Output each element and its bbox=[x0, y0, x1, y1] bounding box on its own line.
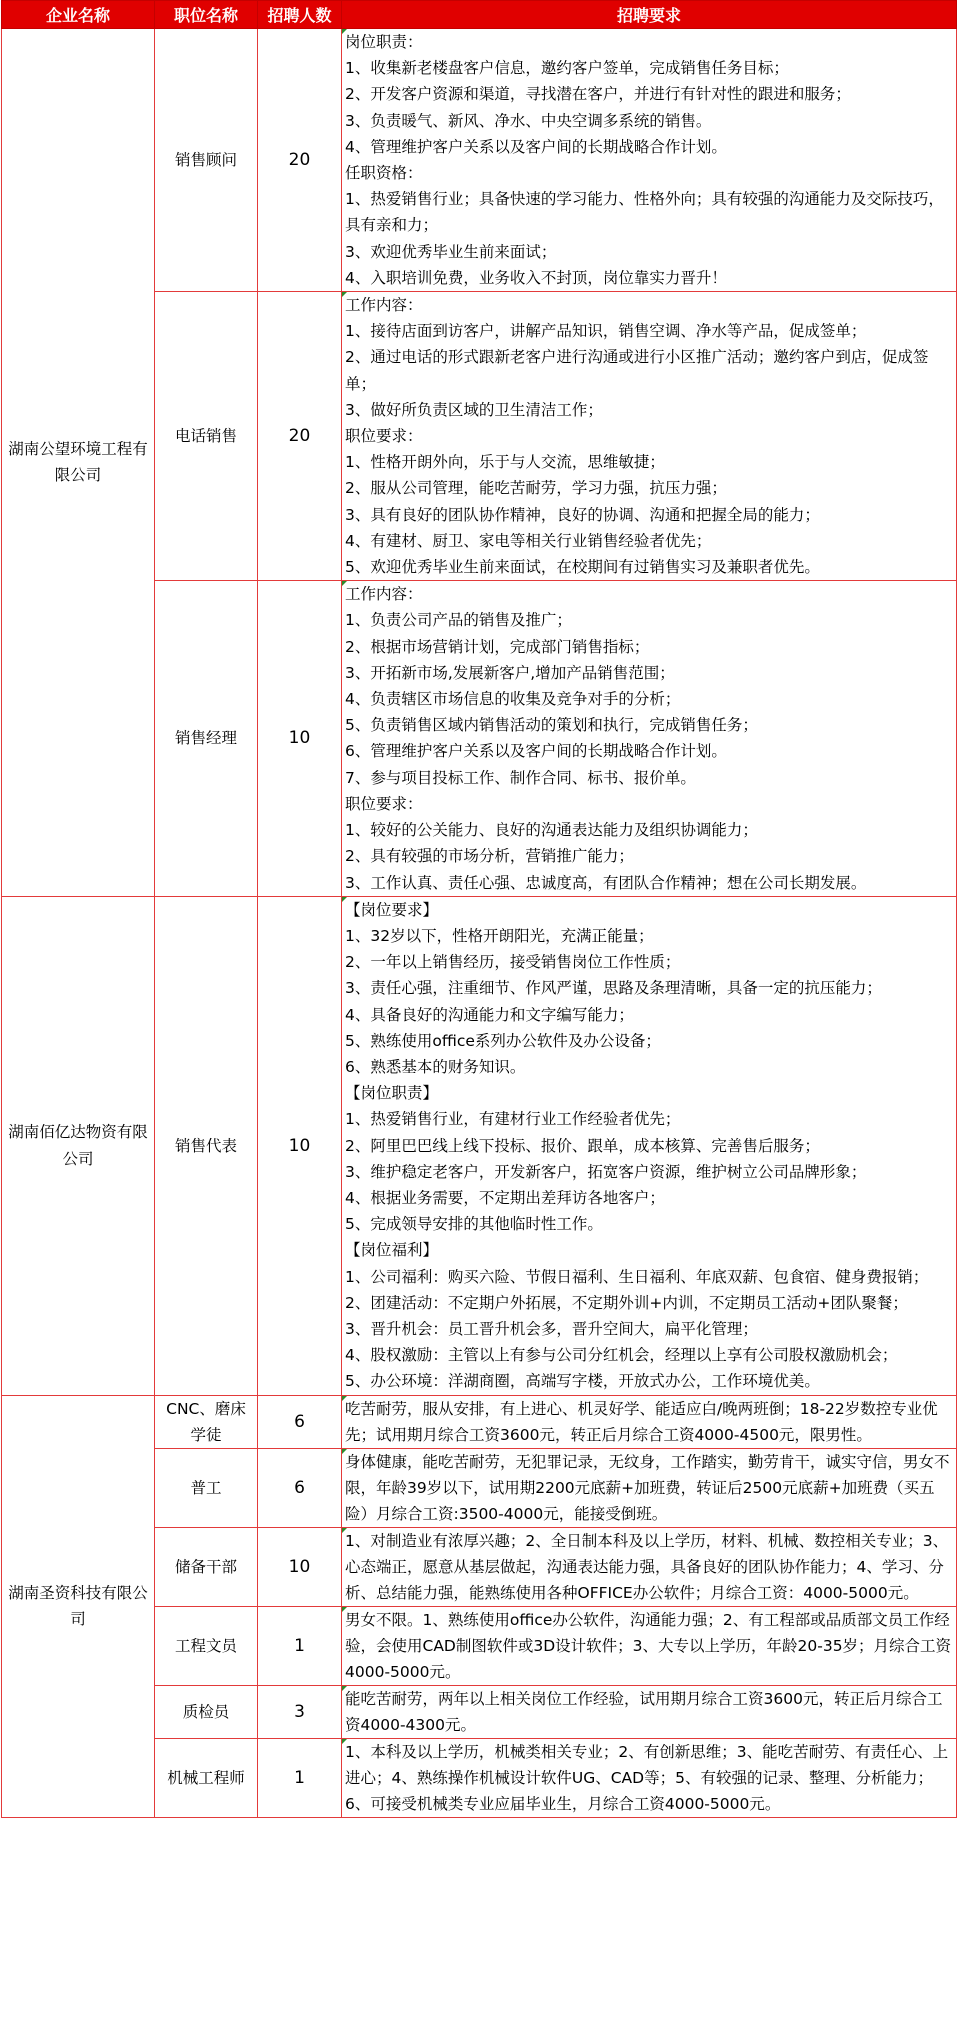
requirements-cell bbox=[342, 1606, 957, 1685]
requirements-cell bbox=[342, 29, 957, 292]
position-title: 电话销售 bbox=[155, 292, 258, 581]
requirement-line: 1、接待店面到访客户，讲解产品知识，销售空调、净水等产品，促成签单； bbox=[345, 322, 867, 341]
requirement-line: 任职资格： bbox=[345, 164, 423, 183]
requirement-line: 3、责任心强，注重细节、作风严谨，思路及条理清晰，具备一定的抗压能力； bbox=[345, 979, 882, 998]
requirement-line: 2、根据市场营销计划，完成部门销售指标； bbox=[345, 637, 650, 656]
position-title: 销售代表 bbox=[155, 896, 258, 1395]
requirement-line: 职位要求： bbox=[345, 427, 423, 446]
requirement-line: 7、参与项目投标工作、制作合同、标书、报价单。 bbox=[345, 768, 696, 787]
requirements-cell bbox=[342, 1738, 957, 1817]
requirement-line: 3、负责暖气、新风、净水、中央空调多系统的销售。 bbox=[345, 111, 712, 130]
requirements-cell bbox=[342, 1527, 957, 1606]
requirement-line: 岗位职责： bbox=[345, 33, 423, 51]
requirement-line: 1、性格开朗外向，乐于与人交流，思维敏捷； bbox=[345, 453, 665, 472]
requirement-line: 5、欢迎优秀毕业生前来面试，在校期间有过销售实习及兼职者优先。 bbox=[345, 558, 820, 577]
requirement-line: 工作内容： bbox=[345, 296, 423, 315]
requirement-line: 【岗位福利】 bbox=[345, 1241, 439, 1260]
position-title: 储备干部 bbox=[155, 1527, 258, 1606]
position-title: 机械工程师 bbox=[155, 1738, 258, 1817]
hiring-count: 20 bbox=[258, 292, 342, 581]
requirements-cell bbox=[342, 1685, 957, 1738]
requirement-line: 职位要求： bbox=[345, 794, 423, 813]
requirement-line: 4、股权激励：主管以上有参与公司分红机会，经理以上享有公司股权激励机会； bbox=[345, 1346, 898, 1365]
requirement-line: 1、公司福利：购买六险、节假日福利、生日福利、年底双薪、包食宿、健身费报销； bbox=[345, 1267, 929, 1286]
requirement-line: 1、32岁以下，性格开朗阳光，充满正能量； bbox=[345, 926, 654, 945]
header-position: 职位名称 bbox=[155, 1, 258, 29]
requirement-line: 4、管理维护客户关系以及客户间的长期战略合作计划。 bbox=[345, 137, 727, 156]
job-row bbox=[2, 1395, 957, 1448]
header-company: 企业名称 bbox=[2, 1, 155, 29]
hiring-count: 10 bbox=[258, 581, 342, 896]
hiring-count: 6 bbox=[258, 1395, 342, 1448]
requirement-line: 2、一年以上销售经历，接受销售岗位工作性质； bbox=[345, 953, 681, 972]
requirement-line: 1、热爱销售行业，有建材行业工作经验者优先； bbox=[345, 1110, 681, 1129]
requirement-line: 2、开发客户资源和渠道，寻找潜在客户，并进行有针对性的跟进和服务； bbox=[345, 85, 851, 104]
requirement-line: 2、具有较强的市场分析，营销推广能力； bbox=[345, 847, 634, 866]
requirement-line: 4、有建材、厨卫、家电等相关行业销售经验者优先； bbox=[345, 531, 712, 550]
requirement-line: 3、具有良好的团队协作精神，良好的协调、沟通和把握全局的能力； bbox=[345, 505, 820, 524]
hiring-count: 6 bbox=[258, 1448, 342, 1527]
requirement-line: 吃苦耐劳，服从安排，有上进心、机灵好学、能适应白/晚两班倒；18-22岁数控专业优先；试用期月综合工资3600元，转正后月综合工资4000-4500元，限男性。 bbox=[345, 1399, 938, 1444]
requirement-line: 6、熟悉基本的财务知识。 bbox=[345, 1057, 526, 1076]
requirement-line: 3、工作认真、责任心强、忠诚度高，有团队合作精神；想在公司长期发展。 bbox=[345, 873, 867, 892]
hiring-count: 3 bbox=[258, 1685, 342, 1738]
job-row bbox=[2, 29, 957, 292]
requirement-line: 【岗位职责】 bbox=[345, 1084, 439, 1103]
hiring-count: 10 bbox=[258, 896, 342, 1395]
requirement-line: 1、本科及以上学历，机械类相关专业；2、有创新思维；3、能吃苦耐劳、有责任心、上进心；4、熟练操作机械设计软件UG、CAD等；5、有较强的记录、整理、分析能力；6、可接受机械类专业应届毕业生，月综合工资4000-5000元。 bbox=[345, 1742, 949, 1813]
company-name: 湖南公望环境工程有限公司 bbox=[2, 29, 155, 897]
requirement-line: 工作内容： bbox=[345, 585, 423, 604]
requirement-line: 6、管理维护客户关系以及客户间的长期战略合作计划。 bbox=[345, 742, 727, 761]
requirement-line: 2、阿里巴巴线上线下投标、报价、跟单，成本核算、完善售后服务； bbox=[345, 1136, 820, 1155]
requirement-line: 能吃苦耐劳，两年以上相关岗位工作经验，试用期月综合工资3600元，转正后月综合工资4000-4300元。 bbox=[345, 1689, 943, 1734]
requirement-line: 3、维护稳定老客户，开发新客户，拓宽客户资源，维护树立公司品牌形象； bbox=[345, 1162, 867, 1181]
requirements-cell bbox=[342, 1395, 957, 1448]
position-title: CNC、磨床学徒 bbox=[155, 1395, 258, 1448]
requirement-line: 3、晋升机会：员工晋升机会多，晋升空间大，扁平化管理； bbox=[345, 1319, 758, 1338]
requirement-line: 1、较好的公关能力、良好的沟通表达能力及组织协调能力； bbox=[345, 821, 758, 840]
requirement-line: 4、根据业务需要，不定期出差拜访各地客户； bbox=[345, 1188, 665, 1207]
requirement-line: 4、具备良好的沟通能力和文字编写能力； bbox=[345, 1005, 634, 1024]
requirement-line: 5、熟练使用office系列办公软件及办公设备； bbox=[345, 1031, 661, 1050]
requirement-line: 1、负责公司产品的销售及推广； bbox=[345, 611, 572, 630]
header-requirements: 招聘要求 bbox=[342, 1, 957, 29]
position-title: 工程文员 bbox=[155, 1606, 258, 1685]
recruitment-table bbox=[1, 0, 957, 1818]
requirement-line: 5、完成领导安排的其他临时性工作。 bbox=[345, 1215, 603, 1234]
job-row bbox=[2, 896, 957, 1395]
requirement-line: 1、对制造业有浓厚兴趣；2、全日制本科及以上学历，材料、机械、数控相关专业；3、心态端正，愿意从基层做起，沟通表达能力强，具备良好的团队协作能力；4、学习、分析、总结能力强，能熟练使用各种OFFICE办公软件；月综合工资：4000-5000元。 bbox=[345, 1531, 949, 1602]
requirement-line: 3、欢迎优秀毕业生前来面试； bbox=[345, 242, 557, 261]
hiring-count: 1 bbox=[258, 1738, 342, 1817]
requirement-line: 【岗位要求】 bbox=[345, 900, 439, 919]
header-row bbox=[2, 1, 957, 29]
requirement-line: 3、开拓新市场,发展新客户,增加产品销售范围； bbox=[345, 663, 675, 682]
requirement-line: 身体健康，能吃苦耐劳，无犯罪记录，无纹身，工作踏实，勤劳肯干，诚实守信，男女不限，年龄39岁以下，试用期2200元底薪+加班费，转证后2500元底薪+加班费（买五险）月综合工资:3500-4000元，能接受倒班。 bbox=[345, 1452, 950, 1523]
requirement-line: 2、团建活动：不定期户外拓展，不定期外训+内训，不定期员工活动+团队聚餐； bbox=[345, 1293, 908, 1312]
requirement-line: 5、负责销售区域内销售活动的策划和执行，完成销售任务； bbox=[345, 716, 758, 735]
requirement-line: 5、办公环境：洋湖商圈，高端写字楼，开放式办公，工作环境优美。 bbox=[345, 1372, 820, 1391]
position-title: 销售顾问 bbox=[155, 29, 258, 292]
requirement-line: 男女不限。1、熟练使用office办公软件，沟通能力强；2、有工程部或品质部文员工作经验，会使用CAD制图软件或3D设计软件；3、大专以上学历，年龄20-35岁；月综合工资4000-5000元。 bbox=[345, 1610, 952, 1681]
requirement-line: 4、负责辖区市场信息的收集及竞争对手的分析； bbox=[345, 690, 681, 709]
company-name: 湖南佰亿达物资有限公司 bbox=[2, 896, 155, 1395]
requirements-cell bbox=[342, 292, 957, 581]
requirements-cell bbox=[342, 1448, 957, 1527]
requirement-line: 4、入职培训免费，业务收入不封顶，岗位靠实力晋升！ bbox=[345, 268, 727, 287]
requirements-cell bbox=[342, 581, 957, 896]
position-title: 质检员 bbox=[155, 1685, 258, 1738]
hiring-count: 1 bbox=[258, 1606, 342, 1685]
requirement-line: 3、做好所负责区域的卫生清洁工作； bbox=[345, 400, 603, 419]
requirement-line: 2、通过电话的形式跟新老客户进行沟通或进行小区推广活动；邀约客户到店，促成签单； bbox=[345, 348, 929, 393]
position-title: 销售经理 bbox=[155, 581, 258, 896]
header-count: 招聘人数 bbox=[258, 1, 342, 29]
table-body bbox=[2, 29, 957, 1818]
hiring-count: 10 bbox=[258, 1527, 342, 1606]
requirement-line: 1、热爱销售行业；具备快速的学习能力、性格外向；具有较强的沟通能力及交际技巧，具有亲和力； bbox=[345, 190, 944, 235]
position-title: 普工 bbox=[155, 1448, 258, 1527]
hiring-count: 20 bbox=[258, 29, 342, 292]
requirements-cell bbox=[342, 896, 957, 1395]
requirement-line: 2、服从公司管理，能吃苦耐劳，学习力强，抗压力强； bbox=[345, 479, 727, 498]
requirement-line: 1、收集新老楼盘客户信息，邀约客户签单，完成销售任务目标； bbox=[345, 59, 789, 78]
company-name: 湖南圣资科技有限公司 bbox=[2, 1395, 155, 1817]
